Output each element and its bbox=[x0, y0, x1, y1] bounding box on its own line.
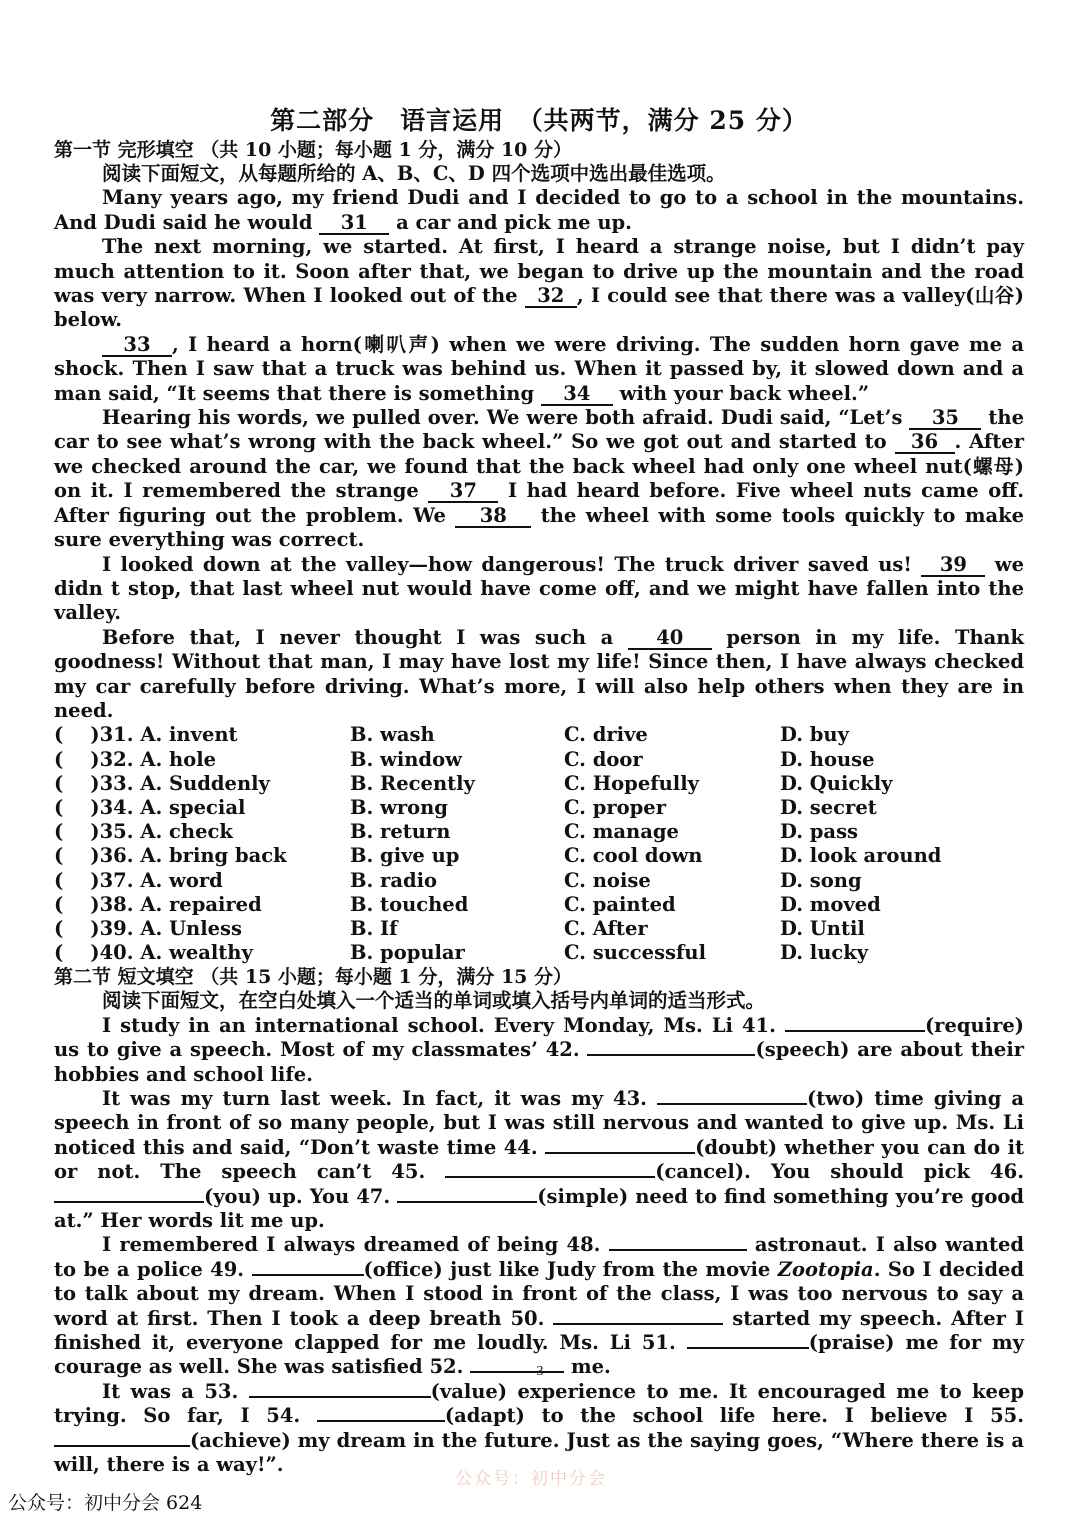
blank-44[interactable] bbox=[545, 1152, 695, 1154]
option-question[interactable]: ( )32. A. hole bbox=[54, 747, 217, 771]
option-d[interactable]: D. lucky bbox=[780, 941, 869, 965]
cloze-paragraph-4: Hearing his words, we pulled over. We were both afraid. Dudi said, “Let’s 35 the car to see what’s wrong with the back wheel.” So we got out and started to 36 . After we checked around the car, we found that the back wheel had only one wheel nut(螺母) on it. I remembered the strange 37 I had heard before. Five wheel nuts came off. After figuring out the problem. We 38 the wheel with some tools quickly to make sure everything was correct. bbox=[54, 406, 1024, 552]
movie-title: Zootopia bbox=[777, 1257, 874, 1281]
option-c[interactable]: C. painted bbox=[564, 892, 676, 916]
blank-53[interactable] bbox=[249, 1396, 431, 1398]
option-question[interactable]: ( )35. A. check bbox=[54, 820, 233, 844]
blank-34: 34 bbox=[541, 384, 613, 406]
option-row bbox=[54, 748, 1024, 772]
option-d[interactable]: D. pass bbox=[780, 820, 859, 844]
option-c[interactable]: C. After bbox=[564, 916, 648, 940]
option-c[interactable]: C. noise bbox=[564, 868, 651, 892]
option-question[interactable]: ( )39. A. Unless bbox=[54, 916, 242, 940]
section2-instruction: 阅读下面短文，在空白处填入一个适当的单词或填入括号内单词的适当形式。 bbox=[102, 989, 766, 1013]
part-title: 第二部分 语言运用 （共两节，满分 25 分） bbox=[270, 106, 808, 135]
blank-40: 40 bbox=[628, 628, 712, 650]
option-d[interactable]: D. look around bbox=[780, 844, 942, 868]
option-row bbox=[54, 893, 1024, 917]
cloze-paragraph-3: 33 , I heard a horn(喇叭声) when we were driving. The sudden horn gave me a shock. Then I saw that a truck was behind us. When it passed by, it slowed down and a man said, “It seems that there is something 34 with your back wheel.” bbox=[54, 332, 1024, 405]
option-b[interactable]: B. radio bbox=[350, 868, 438, 892]
blank-39: 39 bbox=[921, 555, 985, 577]
option-b[interactable]: B. touched bbox=[350, 892, 469, 916]
blank-55[interactable] bbox=[54, 1445, 190, 1447]
option-row bbox=[54, 869, 1024, 893]
cloze-paragraph-1: Many years ago, my friend Dudi and I decided to go to a school in the mountains. And Dudi said he would 31 a car and pick me up. bbox=[54, 186, 1024, 234]
blank-37: 37 bbox=[428, 481, 498, 503]
option-question[interactable]: ( )34. A. special bbox=[54, 795, 246, 819]
option-c[interactable]: C. successful bbox=[564, 941, 706, 965]
blank-35: 35 bbox=[909, 408, 981, 430]
blank-42[interactable] bbox=[587, 1054, 755, 1056]
fill-paragraph-4: It was a 53. (value) experience to me. It encouraged me to keep trying. So far, I 54. (adapt) to the school life here. I believe I 55. (achieve) my dream in the future. Just as the saying goes, “Where there is a will, there is a way!”. bbox=[54, 1379, 1024, 1477]
blank-41[interactable] bbox=[785, 1030, 925, 1032]
cloze-paragraph-2: The next morning, we started. At first, I heard a strange noise, but I didn’t pay much attention to it. Soon after that, we began to drive up the mountain and the road was very narrow. When I looked out of the 32 , I could see that there was a valley(山谷) below. bbox=[54, 235, 1024, 332]
footer-caption: 公众号：初中分会 624 bbox=[8, 1492, 203, 1514]
option-question[interactable]: ( )38. A. repaired bbox=[54, 892, 262, 916]
option-question[interactable]: ( )33. A. Suddenly bbox=[54, 771, 270, 795]
option-d[interactable]: D. song bbox=[780, 868, 862, 892]
option-row bbox=[54, 723, 1024, 747]
option-row bbox=[54, 844, 1024, 868]
blank-46[interactable] bbox=[54, 1201, 204, 1203]
option-b[interactable]: B. wrong bbox=[350, 795, 448, 819]
watermark: 公众号：初中分会 bbox=[455, 1469, 607, 1489]
fill-paragraph-3: I remembered I always dreamed of being 48. astronaut. I also wanted to be a police 49. (office) just like Judy from the movie Zootopia. So I decided to talk about my dream. When I stood in front of the class, I was too nervous to say a word at first. Then I took a deep breath 50. started my speech. After I finished it, everyone clapped for me loudly. Ms. Li 51. (praise) me for my courage as well. She was satisfied 52. me. bbox=[54, 1233, 1024, 1379]
blank-33: 33 bbox=[102, 335, 172, 357]
blank-36: 36 bbox=[895, 432, 955, 454]
cloze-paragraph-5: I looked down at the valley—how dangerous! The truck driver saved us! 39 we didn t stop, that last wheel nut would have come off, and we might have fallen into the valley. bbox=[54, 552, 1025, 625]
option-b[interactable]: B. popular bbox=[350, 941, 465, 965]
option-b[interactable]: B. return bbox=[350, 820, 451, 844]
blank-54[interactable] bbox=[317, 1420, 445, 1422]
blank-38: 38 bbox=[455, 506, 531, 528]
blank-32: 32 bbox=[525, 286, 577, 308]
option-d[interactable]: D. Until bbox=[780, 916, 865, 940]
option-c[interactable]: C. Hopefully bbox=[564, 771, 699, 795]
option-question[interactable]: ( )40. A. wealthy bbox=[54, 941, 253, 965]
option-row bbox=[54, 820, 1024, 844]
options-list bbox=[54, 723, 1024, 965]
blank-43[interactable] bbox=[657, 1103, 807, 1105]
option-c[interactable]: C. proper bbox=[564, 795, 666, 819]
blank-50[interactable] bbox=[553, 1323, 723, 1325]
option-b[interactable]: B. window bbox=[350, 747, 462, 771]
fill-paragraph-2: It was my turn last week. In fact, it was my 43. (two) time giving a speech in front of so many people, but I was still nervous and wanted to give up. Ms. Li noticed this and said, “Don’t waste time 44. (doubt) whether you can do it or not. The speech can’t 45. (cancel). You should pick 46. (you) up. You 47. (simple) need to find something you’re good at.” Her words lit me up. bbox=[54, 1087, 1024, 1233]
option-b[interactable]: B. wash bbox=[350, 723, 435, 747]
option-d[interactable]: D. house bbox=[780, 747, 875, 771]
option-c[interactable]: C. cool down bbox=[564, 844, 703, 868]
option-d[interactable]: D. moved bbox=[780, 892, 881, 916]
option-row bbox=[54, 917, 1024, 941]
option-row bbox=[54, 941, 1024, 965]
section1-heading: 第一节 完形填空 （共 10 小题；每小题 1 分，满分 10 分） bbox=[54, 139, 573, 161]
option-question[interactable]: ( )31. A. invent bbox=[54, 723, 238, 747]
option-c[interactable]: C. door bbox=[564, 747, 643, 771]
exam-page bbox=[54, 104, 1024, 1478]
cloze-paragraph-6: Before that, I never thought I was such a 40 person in my life. Thank goodness! Without that man, I may have lost my life! Since then, I have always checked my car carefully before driving. What’s more, I will also help others when they are in need. bbox=[54, 625, 1024, 722]
option-c[interactable]: C. manage bbox=[564, 820, 679, 844]
option-b[interactable]: B. Recently bbox=[350, 771, 475, 795]
option-d[interactable]: D. secret bbox=[780, 795, 877, 819]
option-b[interactable]: B. If bbox=[350, 916, 398, 940]
option-row bbox=[54, 796, 1024, 820]
fill-paragraph-1: I study in an international school. Every Monday, Ms. Li 41. (require) us to give a speech. Most of my classmates’ 42. (speech) are about their hobbies and school life. bbox=[54, 1013, 1024, 1086]
page-number: 3 bbox=[536, 1364, 544, 1379]
blank-49[interactable] bbox=[252, 1274, 364, 1276]
blank-48[interactable] bbox=[609, 1249, 747, 1251]
option-c[interactable]: C. drive bbox=[564, 723, 648, 747]
option-b[interactable]: B. give up bbox=[350, 844, 460, 868]
blank-51[interactable] bbox=[687, 1347, 809, 1349]
option-question[interactable]: ( )36. A. bring back bbox=[54, 844, 287, 868]
option-question[interactable]: ( )37. A. word bbox=[54, 868, 223, 892]
section1-instruction: 阅读下面短文，从每题所给的 A、B、C、D 四个选项中选出最佳选项。 bbox=[102, 162, 726, 185]
blank-47[interactable] bbox=[397, 1201, 537, 1203]
option-d[interactable]: D. Quickly bbox=[780, 771, 893, 795]
option-d[interactable]: D. buy bbox=[780, 723, 849, 747]
blank-31: 31 bbox=[319, 213, 389, 235]
blank-45[interactable] bbox=[445, 1176, 655, 1178]
option-row bbox=[54, 772, 1024, 796]
section2-heading: 第二节 短文填空 （共 15 小题；每小题 1 分，满分 15 分） bbox=[54, 966, 573, 989]
